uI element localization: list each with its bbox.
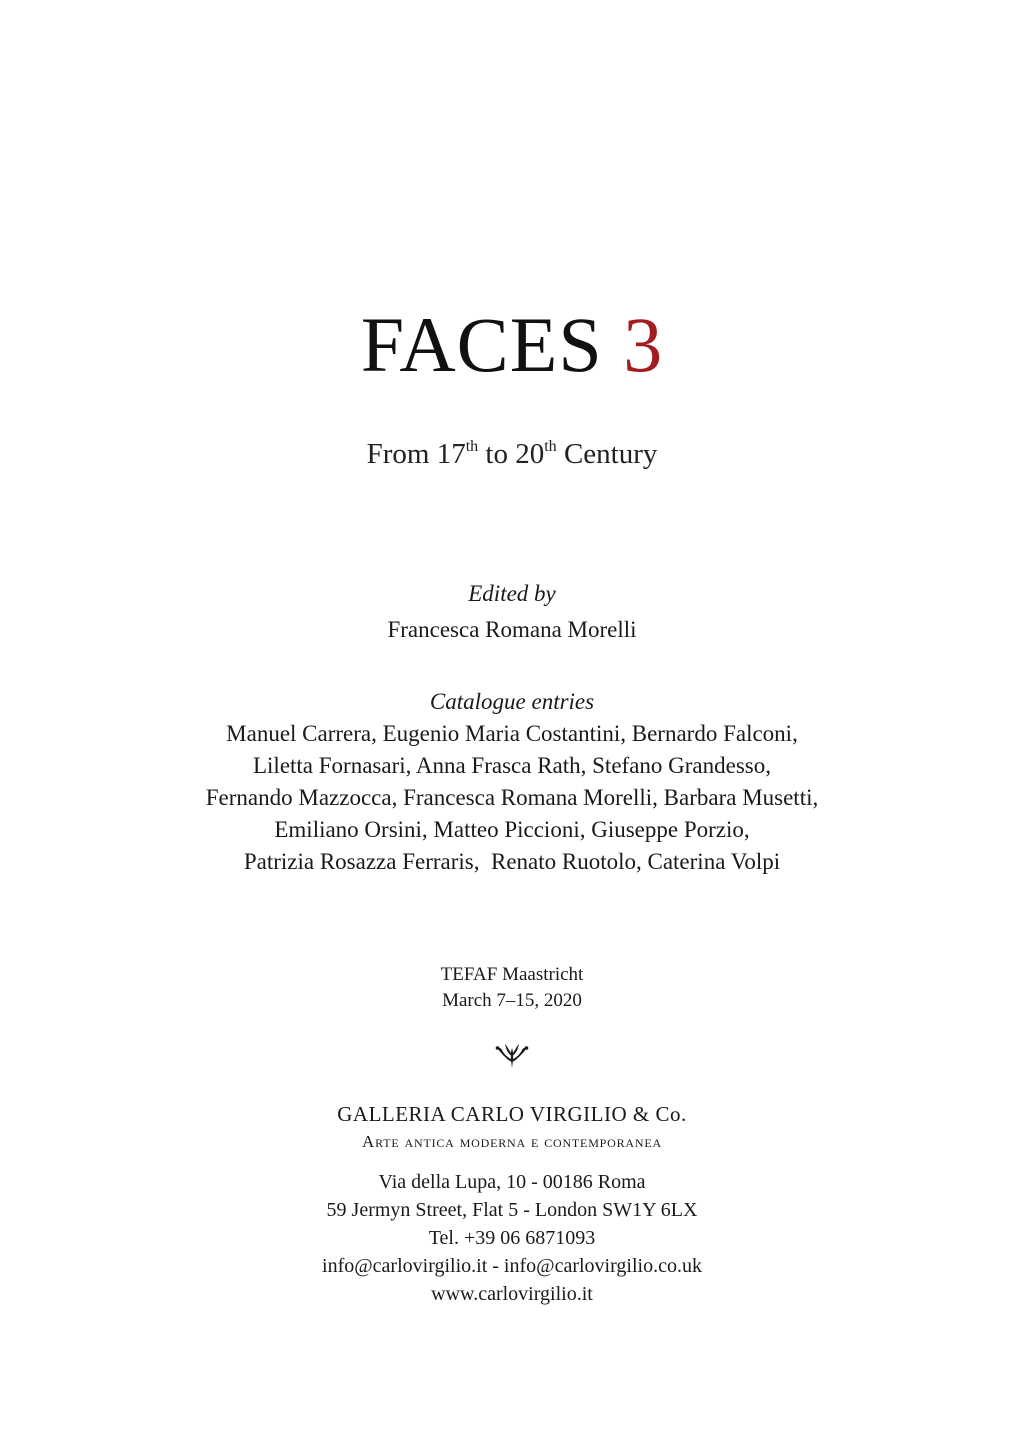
event-info bbox=[0, 962, 1024, 1014]
page-title bbox=[0, 300, 1024, 390]
event-name: TEFAF Maastricht bbox=[440, 964, 584, 985]
subtitle-end: Century bbox=[556, 438, 658, 470]
subtitle-sup-2: th bbox=[544, 438, 557, 455]
telephone: Tel. +39 06 6871093 bbox=[428, 1227, 596, 1249]
editor-name: Francesca Romana Morelli bbox=[387, 617, 637, 642]
subtitle bbox=[0, 434, 1024, 474]
entries-line: Liletta Fornasari, Anna Frasca Rath, Stefano Grandesso, bbox=[252, 753, 771, 778]
entries-line: Emiliano Orsini, Matteo Piccioni, Giuseppe Porzio, bbox=[274, 817, 750, 842]
subtitle-from: From 17 bbox=[366, 438, 466, 470]
website: www.carlovirgilio.it bbox=[431, 1283, 593, 1305]
entries-line: Fernando Mazzocca, Francesca Romana Morelli, Barbara Musetti, bbox=[205, 785, 819, 810]
fleuron-icon bbox=[495, 1040, 529, 1070]
catalogue-entries-label: Catalogue entries bbox=[429, 689, 595, 714]
email-addresses: info@carlovirgilio.it - info@carlovirgilio.co.uk bbox=[322, 1255, 702, 1277]
subtitle-middle: to 20 bbox=[478, 438, 545, 470]
gallery-name: GALLERIA CARLO VIRGILIO & Co. bbox=[337, 1102, 687, 1126]
edited-by-label: Edited by bbox=[468, 581, 556, 606]
subtitle-sup-1: th bbox=[465, 438, 479, 455]
address-london: 59 Jermyn Street, Flat 5 - London SW1Y 6LX bbox=[326, 1199, 698, 1221]
event-dates: March 7–15, 2020 bbox=[442, 990, 582, 1011]
address-rome: Via della Lupa, 10 - 00186 Roma bbox=[378, 1171, 646, 1193]
gallery-tagline: Arte antica moderna e contemporanea bbox=[362, 1132, 662, 1151]
title-number: 3 bbox=[623, 301, 664, 388]
entries-line: Manuel Carrera, Eugenio Maria Costantini, Bernardo Falconi, bbox=[226, 721, 798, 746]
entries-line: Patrizia Rosazza Ferraris, Renato Ruotolo, Caterina Volpi bbox=[243, 849, 781, 874]
catalogue-entries bbox=[0, 718, 1024, 878]
gallery-contacts bbox=[0, 1168, 1024, 1308]
title-text: FACES bbox=[360, 301, 603, 388]
